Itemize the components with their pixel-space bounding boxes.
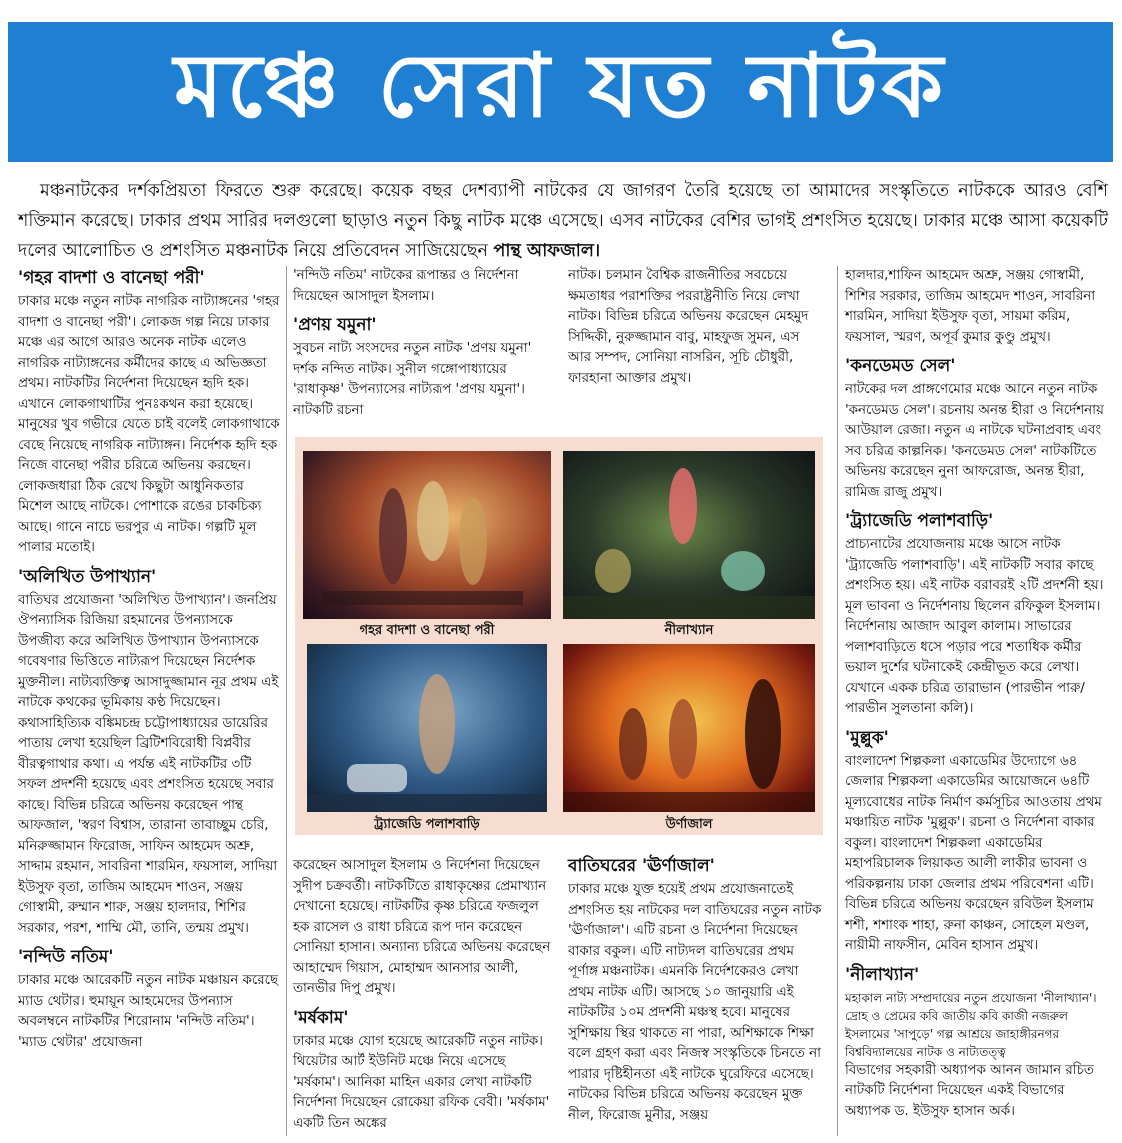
article-title-condemned: 'কনডেমড সেল' <box>845 356 956 376</box>
photo-urnajal <box>563 644 815 812</box>
photo-gohor <box>303 451 551 619</box>
photo-urnajal-figures <box>563 644 815 812</box>
article-body-tragedy: প্রাচ্যনাটের প্রযোজনায় মঞ্চে আসে নাটক 'ট্র্যাজেডি পলাশবাড়ি'। এই নাটকটি সবার কাছে প্রশংসিত হয়। এই নাটক বরাবরই ২টি প্রদর্শনী হয়। মূল ভাবনা ও নির্দেশনায় ছিলেন রফিকুল ইসলাম। নির্দেশনায় আজাদ আবুল কালাম। সাভারের পলাশবাড়িতে ধসে পড়ার পরে শতাধিক কর্মীর ভয়াল দুর্শের ঘটনাকেই কেন্দ্রীভূত করে লেখা। যেখানে একক চরিত্র তারাভান (পারভীন পারু/ পারভীন সুলতানা কলি)। <box>845 537 1104 716</box>
article-title-urnajal: বাতিঘরের 'ঊর্ণাজাল' <box>568 856 715 876</box>
photo-caption-tragedy: ট্র্যাজেডি পলাশবাড়ি <box>374 817 480 832</box>
photo-nilakhyan-figures <box>563 451 815 619</box>
article-body-urnajal: ঢাকার মঞ্চে যুক্ত হয়েই প্রথম প্রযোজনাতেই প্রশংসিত হয় নাটকের দল বাতিঘরের নতুন নাটক 'ঊর্ণাজাল'। এটি রচনা ও নির্দেশনা দিয়েছেন বাকার বকুল। এটি নাট্যদল বাতিঘরের প্রথম পূর্ণাঙ্গ মঞ্চনাটক। এমনকি নির্দেশকেরও লেখা প্রথম নাটক এটি। আসছে ১০ জানুয়ারি এই নাটকটির ১০ম প্রদর্শনী মঞ্চস্থ হবে। মানুষের সুশিক্ষায় স্থির থাকতে না পারা, অশিক্ষাকে শিক্ষা বলে গ্রহণ করা এবং নিজস্ব সংস্কৃতিকে চিনতে না পারার দৃষ্টিহীনতা এই নাটকে ঘুরেফিরে এসেছে। নাটকের বিভিন্ন চরিত্রে অভিনয় করেছেন মুক্ত নীল, ফিরোজ মুনীর, সঞ্জয় <box>568 882 822 1123</box>
intro-paragraph <box>18 176 1108 266</box>
article-title-nondiu: 'নন্দিউ নতিম' <box>18 947 114 967</box>
photo-tragedy <box>307 644 547 812</box>
article-body-gohor: ঢাকার মঞ্চে নতুন নাটক নাগরিক নাট্যাঙ্গনের 'গহর বাদশা ও বানেছা পরী'। লোকজ গল্প নিয়ে ঢাকার মঞ্চে এর আগে আরও অনেক নাটক এলেও নাগরিক নাট্যাঙ্গনের কর্মীদের কাছে এ অভিজ্ঞতা প্রথম। নাটকটির নির্দেশনা দিয়েছেন হৃদি হক। এখানে লোকগাথাটির পুনঃকথন করা হয়েছে। মানুষের খুব গভীরে যেতে চাই বলেই লোকগাথাকে বেছে নিয়েছে নাগরিক নাট্যাঙ্গন। নির্দেশক হৃদি হক নিজে বানেছা পরীর চরিত্রে অভিনয় করছেন। লোকজধারা ঠিক রেখে কিছুটা আধুনিকতার মিশেল আছে নাটকে। পোশাকে রঙের চাকচিক্য আছে। গানে নাচে ভরপুর এ নাটক। গল্পটি মূল পালার মতোই। <box>18 294 280 555</box>
column-3-top <box>568 266 826 389</box>
article-title-olikhito: 'অলিখিত উপাখ্যান' <box>18 566 157 587</box>
article-body-olikhito: বাতিঘর প্রযোজনা 'অলিখিত উপাখ্যান'। জনপ্রিয় ঔপন্যাসিক রিজিয়া রহমানের উপন্যাসকে উপজীব্য করে অলিখিত উপাখ্যান উপন্যাসকে গবেষণার ভিত্তিতে নাট্যরূপ দিয়েছেন নির্দেশক মুক্তনীল। নাট্যব্যক্তিত্ব আসাদুজ্জামান নূর প্রথম এই নাটকে কথকের ভূমিকায় কণ্ঠ দিয়েছেন। কথাসাহিত্যিক বঙ্কিমচন্দ্র চট্টোপাধ্যায়ের ডায়েরির পাতায় লেখা হয়েছিল ব্রিটিশবিরোধী বিপ্লবীর বীরত্বগাথার কথা। এ পর্যন্ত এই নাটকটির ৩টি সফল প্রদর্শনী হয়েছে এবং প্রশংসিত হয়েছে সবার কাছে। বিভিন্ন চরিত্রে অভিনয় করেছেন পান্থ আফজাল, 'স্বরণ বিশ্বাস, তারানা তাবাচ্ছুম চেরি, মনিরুজ্জামান ফিরোজ, সাফিন আহমেদ অশ্রু, সাদ্দাম রহমান, সাবরিনা শারমিন, ফয়সাল, সাদিয়া ইউসুফ বৃতা, তাজিম আহমেদ শাওন, সঞ্জয় গোস্বামী, রুম্মান শারু, সঞ্জয় হালদার, শিশির সরকার, পরশ, শাম্মি মৌ, তানি, তন্ময় প্রমুখ। <box>18 592 279 936</box>
photo-caption-nilakhyan: নীলাখ্যান <box>664 623 714 638</box>
article-body-mullook: বাংলাদেশ শিল্পকলা একাডেমির উদ্যোগে ৬৪ জেলার শিল্পকলা একাডেমির আয়োজনে ৬৪টি মূল্যবোধের নাটক নির্মাণ কর্মসূচির আওতায় প্রথম মঞ্চায়িত নাটক 'মুল্লুক'। রচনা ও নির্দেশনা বাকার বকুল। বাংলাদেশ শিল্পকলা একাডেমির মহাপরিচালক লিয়াকত আলী লাকীর ভাবনা ও পরিকল্পনায় ঢাকা জেলার প্রথম পরিবেশনা এটি। বিভিন্ন চরিত্রে অভিনয় করেছেন রবিউল ইসলাম শশী, শশাংক শাহা, রুনা কাঞ্চন, সোহেল মণ্ডল, নায়ীমী নাফসীন, মেবিন হাসান প্রমুখ। <box>845 753 1102 953</box>
author-name: পান্থ আফজাল। <box>493 241 601 261</box>
headline: মঞ্চে সেরা যত নাটক <box>173 32 948 137</box>
column-1 <box>18 266 280 1053</box>
photo-caption-urnajal: উর্ণাজাল <box>665 817 713 832</box>
article-title-gohor: 'গহর বাদশা ও বানেছা পরী' <box>18 268 205 288</box>
article-title-mullook: 'মুল্লুক' <box>845 727 889 748</box>
photo-panel <box>295 437 823 835</box>
intro-text: মঞ্চনাটকের দর্শকপ্রিয়তা ফিরতে শুরু করেছে। কয়েক বছর দেশব্যাপী নাটকের যে জাগরণ তৈরি হয়েছে তা আমাদের সংস্কৃতিতে নাটককে আরও বেশি শক্তিমান করেছে। ঢাকার প্রথম সারির দলগুলো ছাড়াও নতুন কিছু নাটক মঞ্চে এসেছে। এসব নাটকের বেশির ভাগই প্রশংসিত হয়েছে। ঢাকার মঞ্চে আসা কয়েকটি দলের আলোচিত ও প্রশংসিত মঞ্চনাটক নিয়ে প্রতিবেদন সাজিয়েছেন <box>18 181 1108 261</box>
article-cont-urnajal: হালদার,শাফিন আহমেদ অশ্রু, সঞ্জয় গোস্বামী, শিশির সরকার, তাজিম আহমেদ শাওন, সাবরিনা শারমিন, সাদিয়া ইউসুফ বৃতা, সায়মা করিম, ফয়সাল, স্মরণ, অপূর্ব কুমার কুণ্ডু প্রমুখ। <box>845 268 1096 345</box>
column-2-top <box>293 266 551 421</box>
column-4 <box>845 266 1107 1122</box>
article-body-morshokam: ঢাকার মঞ্চে যোগ হয়েছে আরেকটি নতুন নাটক। থিয়েটার আর্ট ইউনিট মঞ্চে নিয়ে এসেছে 'মর্ষকাম'। আনিকা মাহিন একার লেখা নাটকটি নির্দেশনা দিয়েছেন রোকেয়া রফিক বেবী। 'মর্ষকাম' একটি তিন অঙ্কের <box>293 1033 550 1131</box>
column-3-bottom <box>568 854 826 1126</box>
photo-nilakhyan <box>563 451 815 619</box>
article-body-pronoy: সুবচন নাট্য সংসদের নতুন নাটক 'প্রণয় যমুনা' দর্শক নন্দিত নাটক। সুনীল গঙ্গোপাধ্যায়ের 'রাধাকৃষ্ণ' উপন্যাসের নাট্যরূপ 'প্রণয় যমুনা'। নাটকটি রচনা <box>293 341 532 418</box>
article-body-condemned: নাটকের দল প্রাঙ্গণেমোর মঞ্চে আনে নতুন নাটক 'কনডেমড সেল'। রচনায় অনন্ত হীরা ও নির্দেশনায় আউয়াল রেজা। নতুন এ নাটকে ঘটনাপ্রবাহ এবং সব চরিত্র কাল্পনিক। 'কনডেমড সেল' নাটকটিতে অভিনয় করেছেন নুনা আফরোজ, অনন্ত হীরা, রামিজ রাজু প্রমুখ। <box>845 382 1104 500</box>
photo-caption-gohor: গহর বাদশা ও বানেছা পরী <box>359 623 495 638</box>
column-rule <box>837 266 838 1136</box>
photo-tragedy-figures <box>307 644 547 812</box>
column-2-bottom <box>293 856 551 1134</box>
article-body-nondiu: ঢাকার মঞ্চে আরেকটি নতুন নাটক মঞ্চায়ন করেছে ম্যাড থেটার। হুমায়ূন আহমেদের উপন্যাস অবলম্বনে নাটকটির শিরোনাম 'নন্দিউ নতিম'। 'ম্যাড থেটার' প্রযোজনা <box>18 973 279 1050</box>
article-cont-morshokam: নাটক। চলমান বৈশ্বিক রাজনীতির সবচেয়ে ক্ষমতাধর পরাশক্তির পররাষ্ট্রনীতি নিয়ে লেখা নাটক। বিভিন্ন চরিত্রে অভিনয় করেছেন মেহমুদ সিদ্দিকী, নুরুজ্জামান বাবু, মাহফুজ সুমন, এস আর সম্পদ, সোনিয়া নাসরিন, সূচি চৌধুরী, ফারহানা আক্তার প্রমুখ। <box>568 268 809 386</box>
article-body-nilakhyan-1: মহাকাল নাট্য সম্প্রদায়ের নতুন প্রযোজনা 'নীলাখ্যান'। দ্রোহ ও প্রেমের কবি জাতীয় কবি কাজী নজরুল ইসলামের 'সাপুড়ে' গল্প আশ্রয়ে জাহাঙ্গীরনগর বিশ্ববিদ্যালয়ের নাটক ও নাট্যতত্ত্ব <box>845 990 1097 1059</box>
headline-banner <box>8 22 1113 162</box>
article-title-pronoy: 'প্রণয় যমুনা' <box>293 315 377 335</box>
photo-gohor-figures <box>303 451 551 619</box>
article-cont-nondiu: 'নন্দিউ নতিম' নাটকের রূপান্তর ও নির্দেশনা দিয়েছেন আসাদুল ইসলাম। <box>293 268 519 304</box>
article-cont-pronoy: করেছেন আসাদুল ইসলাম ও নির্দেশনা দিয়েছেন সুদীপ চক্রবর্তী। নাটকটিতে রাধাকৃষ্ণের প্রেমাখ্যান দেখানো হয়েছে। নাটকটির কৃষ্ণ চরিত্রে ফজলুল হক রাসেল ও রাধা চরিত্রে রূপ দান করেছেন সোনিয়া হাসান। অন্যান্য চরিত্রে অভিনয় করেছেন আহাম্মেদ গিয়াস, মোহাম্মদ আনসার আলী, তানভীর দিপু প্রমুখ। <box>293 858 551 996</box>
article-title-morshokam: 'মর্ষকাম' <box>293 1007 349 1028</box>
article-title-nilakhyan: 'নীলাখ্যান' <box>845 964 920 985</box>
article-body-nilakhyan-2: বিভাগের সহকারী অধ্যাপক আনন জামান রচিত নাটকটি নির্দেশনা দিয়েছেন একই বিভাগের অধ্যাপক ড. ইউসুফ হাসান অর্ক। <box>845 1062 1094 1119</box>
column-rule <box>286 266 287 1136</box>
article-title-tragedy: 'ট্র্যাজেডি পলাশবাড়ি' <box>845 511 994 531</box>
